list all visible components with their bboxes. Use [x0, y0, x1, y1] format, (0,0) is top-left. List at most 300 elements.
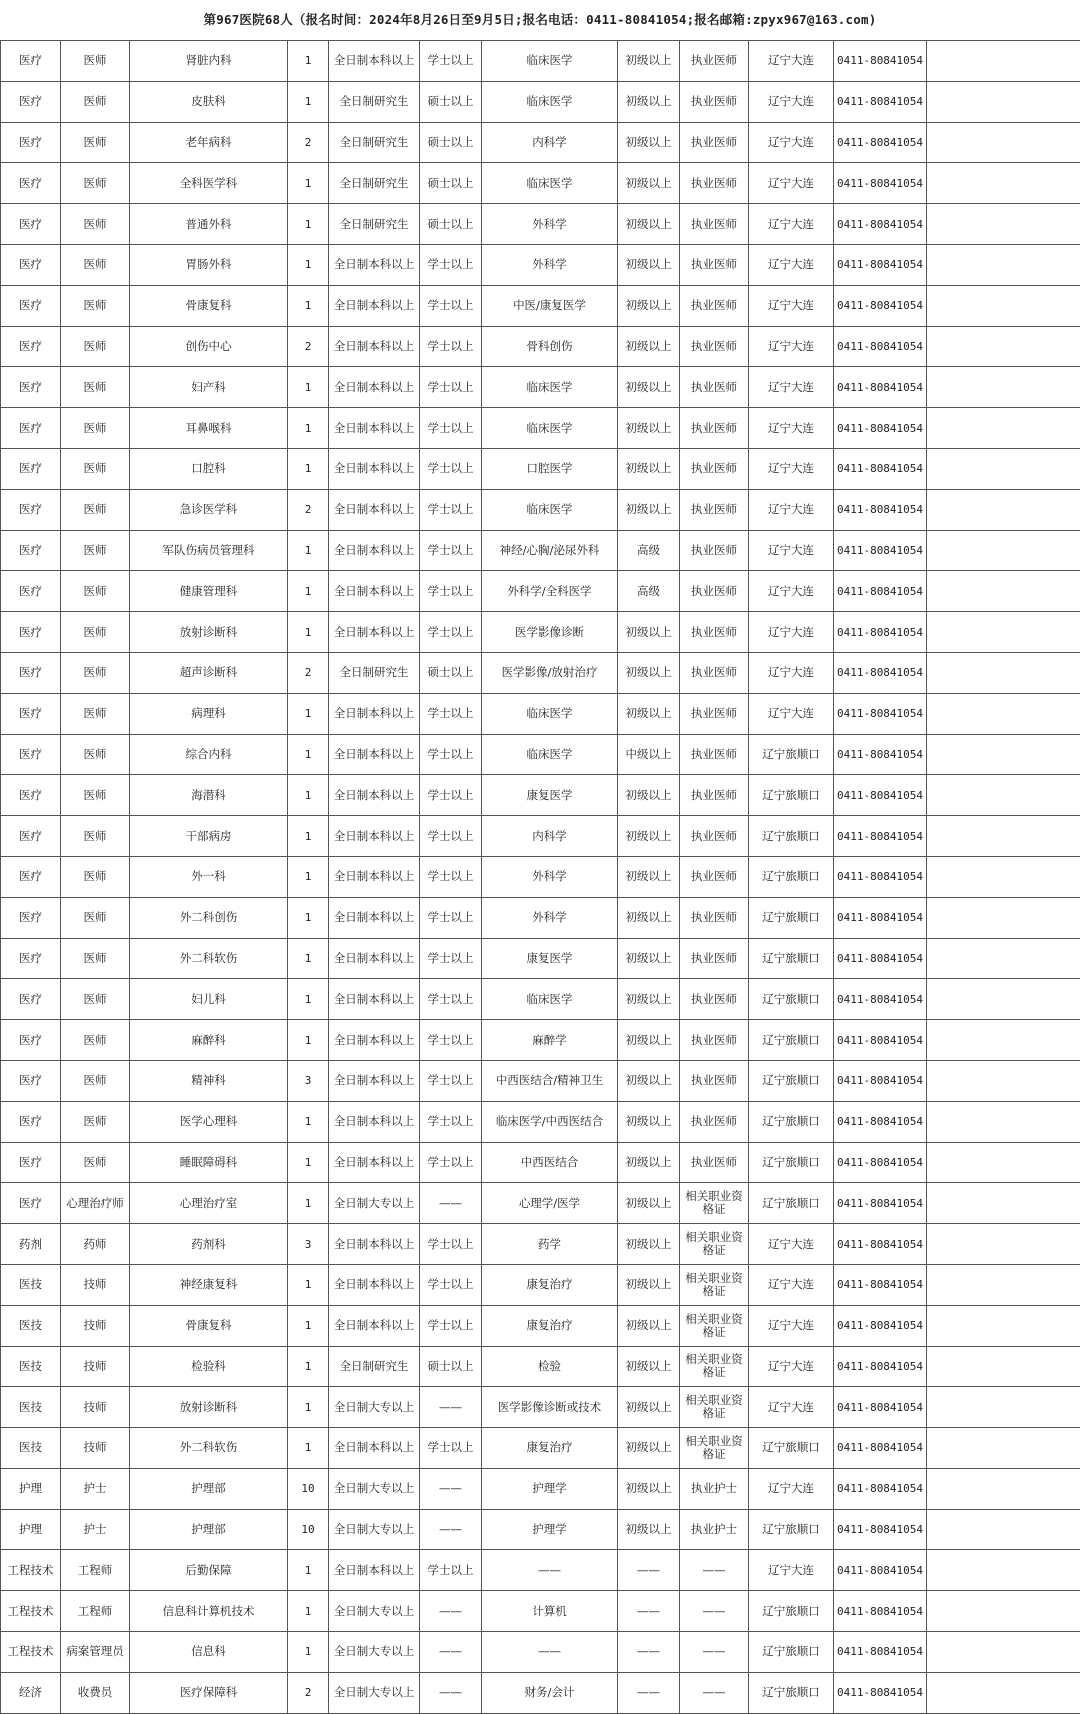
cell-degree: 学士以上	[420, 367, 482, 408]
cell-department: 军队伤病员管理科	[130, 530, 288, 571]
cell-phone: 0411-80841054	[834, 856, 927, 897]
table-row	[1, 612, 1080, 653]
cell-position: 收费员	[61, 1672, 130, 1713]
cell-department: 外一科	[130, 856, 288, 897]
cell-count: 1	[288, 734, 329, 775]
cell-empty	[927, 1060, 1080, 1101]
cell-position: 医师	[61, 979, 130, 1020]
cell-position: 医师	[61, 81, 130, 122]
table-row	[1, 979, 1080, 1020]
cell-department: 骨康复科	[130, 1305, 288, 1346]
cell-position: 医师	[61, 163, 130, 204]
table-row	[1, 1632, 1080, 1673]
cell-empty	[927, 1264, 1080, 1305]
table-row	[1, 652, 1080, 693]
cell-title-level: 初级以上	[618, 1509, 680, 1550]
table-row	[1, 1672, 1080, 1713]
cell-phone: 0411-80841054	[834, 408, 927, 449]
cell-qualification: 相关职业资格证	[680, 1224, 749, 1265]
cell-empty	[927, 1305, 1080, 1346]
cell-category: 医疗	[1, 81, 61, 122]
cell-title-level: 初级以上	[618, 204, 680, 245]
cell-count: 1	[288, 1183, 329, 1224]
cell-empty	[927, 1591, 1080, 1632]
table-row	[1, 285, 1080, 326]
cell-title-level: 初级以上	[618, 81, 680, 122]
cell-degree: 硕士以上	[420, 81, 482, 122]
cell-major: 心理学/医学	[482, 1183, 618, 1224]
cell-empty	[927, 571, 1080, 612]
cell-location: 辽宁大连	[749, 1550, 834, 1591]
cell-empty	[927, 285, 1080, 326]
cell-position: 医师	[61, 408, 130, 449]
cell-count: 1	[288, 163, 329, 204]
cell-empty	[927, 938, 1080, 979]
cell-phone: 0411-80841054	[834, 571, 927, 612]
cell-major: 检验	[482, 1346, 618, 1387]
cell-count: 1	[288, 938, 329, 979]
cell-qualification: 执业医师	[680, 1101, 749, 1142]
table-body	[1, 41, 1080, 1714]
cell-major: 医学影像诊断或技术	[482, 1387, 618, 1428]
cell-education: 全日制本科以上	[329, 1060, 420, 1101]
cell-major: 临床医学	[482, 367, 618, 408]
cell-position: 医师	[61, 693, 130, 734]
cell-category: 医疗	[1, 775, 61, 816]
table-row	[1, 122, 1080, 163]
cell-degree: 学士以上	[420, 489, 482, 530]
cell-education: 全日制本科以上	[329, 1224, 420, 1265]
cell-education: 全日制研究生	[329, 122, 420, 163]
cell-category: 医疗	[1, 897, 61, 938]
cell-qualification: 执业医师	[680, 612, 749, 653]
cell-count: 10	[288, 1509, 329, 1550]
table-row	[1, 1305, 1080, 1346]
cell-department: 睡眠障碍科	[130, 1142, 288, 1183]
cell-degree: 学士以上	[420, 41, 482, 82]
cell-location: 辽宁旅顺口	[749, 1142, 834, 1183]
cell-qualification: 执业医师	[680, 489, 749, 530]
cell-degree: 学士以上	[420, 693, 482, 734]
cell-qualification: 执业医师	[680, 367, 749, 408]
cell-phone: 0411-80841054	[834, 1591, 927, 1632]
cell-department: 医学心理科	[130, 1101, 288, 1142]
cell-degree: 学士以上	[420, 244, 482, 285]
cell-phone: 0411-80841054	[834, 489, 927, 530]
cell-department: 创伤中心	[130, 326, 288, 367]
cell-location: 辽宁旅顺口	[749, 816, 834, 857]
cell-education: 全日制本科以上	[329, 775, 420, 816]
cell-education: 全日制本科以上	[329, 408, 420, 449]
cell-count: 1	[288, 1264, 329, 1305]
cell-major: 护理学	[482, 1509, 618, 1550]
cell-title-level: ——	[618, 1672, 680, 1713]
cell-major: 临床医学	[482, 41, 618, 82]
cell-title-level: 初级以上	[618, 244, 680, 285]
cell-count: 2	[288, 652, 329, 693]
cell-major: 中西医结合	[482, 1142, 618, 1183]
cell-location: 辽宁旅顺口	[749, 1060, 834, 1101]
cell-qualification: ——	[680, 1672, 749, 1713]
cell-major: 临床医学	[482, 693, 618, 734]
cell-category: 医技	[1, 1428, 61, 1469]
cell-qualification: 执业医师	[680, 979, 749, 1020]
cell-position: 医师	[61, 775, 130, 816]
cell-education: 全日制本科以上	[329, 734, 420, 775]
cell-degree: 学士以上	[420, 1101, 482, 1142]
table-row	[1, 816, 1080, 857]
cell-phone: 0411-80841054	[834, 1672, 927, 1713]
cell-position: 技师	[61, 1264, 130, 1305]
cell-empty	[927, 530, 1080, 571]
cell-empty	[927, 693, 1080, 734]
cell-degree: 学士以上	[420, 285, 482, 326]
cell-title-level: ——	[618, 1632, 680, 1673]
cell-major: 麻醉学	[482, 1020, 618, 1061]
cell-location: 辽宁大连	[749, 204, 834, 245]
cell-major: 临床医学	[482, 408, 618, 449]
cell-count: 1	[288, 897, 329, 938]
cell-degree: ——	[420, 1591, 482, 1632]
cell-count: 1	[288, 612, 329, 653]
cell-category: 工程技术	[1, 1591, 61, 1632]
cell-education: 全日制本科以上	[329, 1101, 420, 1142]
cell-degree: 学士以上	[420, 1224, 482, 1265]
cell-major: 外科学	[482, 856, 618, 897]
cell-phone: 0411-80841054	[834, 734, 927, 775]
cell-qualification: 相关职业资格证	[680, 1183, 749, 1224]
table-row	[1, 244, 1080, 285]
cell-major: 临床医学	[482, 489, 618, 530]
cell-department: 胃肠外科	[130, 244, 288, 285]
cell-major: 内科学	[482, 122, 618, 163]
cell-location: 辽宁大连	[749, 1468, 834, 1509]
cell-empty	[927, 367, 1080, 408]
cell-title-level: 初级以上	[618, 1387, 680, 1428]
cell-empty	[927, 652, 1080, 693]
table-row	[1, 1224, 1080, 1265]
cell-major: 康复治疗	[482, 1264, 618, 1305]
cell-major: 临床医学	[482, 163, 618, 204]
cell-location: 辽宁旅顺口	[749, 1509, 834, 1550]
cell-empty	[927, 816, 1080, 857]
cell-empty	[927, 1672, 1080, 1713]
table-row	[1, 1020, 1080, 1061]
cell-category: 医技	[1, 1264, 61, 1305]
cell-location: 辽宁大连	[749, 1387, 834, 1428]
cell-phone: 0411-80841054	[834, 897, 927, 938]
cell-degree: 学士以上	[420, 938, 482, 979]
cell-title-level: 初级以上	[618, 1305, 680, 1346]
cell-degree: 硕士以上	[420, 1346, 482, 1387]
cell-category: 工程技术	[1, 1550, 61, 1591]
cell-degree: 学士以上	[420, 1060, 482, 1101]
cell-count: 2	[288, 326, 329, 367]
cell-qualification: 执业护士	[680, 1468, 749, 1509]
cell-department: 医疗保障科	[130, 1672, 288, 1713]
cell-count: 1	[288, 1550, 329, 1591]
cell-position: 病案管理员	[61, 1632, 130, 1673]
cell-education: 全日制本科以上	[329, 938, 420, 979]
cell-education: 全日制研究生	[329, 652, 420, 693]
cell-department: 精神科	[130, 1060, 288, 1101]
cell-empty	[927, 326, 1080, 367]
cell-location: 辽宁旅顺口	[749, 775, 834, 816]
cell-count: 1	[288, 285, 329, 326]
cell-qualification: 执业医师	[680, 408, 749, 449]
cell-qualification: 执业护士	[680, 1509, 749, 1550]
cell-education: 全日制本科以上	[329, 326, 420, 367]
table-row	[1, 448, 1080, 489]
cell-phone: 0411-80841054	[834, 1346, 927, 1387]
cell-qualification: 相关职业资格证	[680, 1387, 749, 1428]
cell-education: 全日制本科以上	[329, 41, 420, 82]
cell-empty	[927, 1428, 1080, 1469]
cell-count: 1	[288, 448, 329, 489]
cell-education: 全日制本科以上	[329, 489, 420, 530]
cell-empty	[927, 489, 1080, 530]
cell-title-level: 初级以上	[618, 938, 680, 979]
table-row	[1, 1591, 1080, 1632]
cell-phone: 0411-80841054	[834, 1224, 927, 1265]
cell-phone: 0411-80841054	[834, 775, 927, 816]
cell-count: 1	[288, 979, 329, 1020]
cell-title-level: 初级以上	[618, 367, 680, 408]
cell-education: 全日制本科以上	[329, 612, 420, 653]
cell-degree: 学士以上	[420, 571, 482, 612]
cell-title-level: 初级以上	[618, 1264, 680, 1305]
cell-phone: 0411-80841054	[834, 1101, 927, 1142]
cell-qualification: 执业医师	[680, 81, 749, 122]
cell-degree: 学士以上	[420, 856, 482, 897]
cell-location: 辽宁大连	[749, 693, 834, 734]
table-row	[1, 938, 1080, 979]
cell-count: 1	[288, 408, 329, 449]
cell-phone: 0411-80841054	[834, 448, 927, 489]
cell-phone: 0411-80841054	[834, 204, 927, 245]
cell-category: 医疗	[1, 1060, 61, 1101]
cell-empty	[927, 1387, 1080, 1428]
cell-qualification: ——	[680, 1550, 749, 1591]
cell-degree: ——	[420, 1183, 482, 1224]
cell-count: 2	[288, 122, 329, 163]
cell-education: 全日制研究生	[329, 163, 420, 204]
cell-position: 药师	[61, 1224, 130, 1265]
cell-major: 药学	[482, 1224, 618, 1265]
cell-location: 辽宁大连	[749, 244, 834, 285]
cell-category: 医疗	[1, 122, 61, 163]
cell-education: 全日制大专以上	[329, 1509, 420, 1550]
cell-location: 辽宁旅顺口	[749, 1632, 834, 1673]
cell-education: 全日制本科以上	[329, 530, 420, 571]
cell-education: 全日制大专以上	[329, 1468, 420, 1509]
cell-major: 外科学	[482, 897, 618, 938]
cell-title-level: 初级以上	[618, 816, 680, 857]
cell-category: 医疗	[1, 1183, 61, 1224]
cell-major: 神经/心胸/泌尿外科	[482, 530, 618, 571]
cell-empty	[927, 41, 1080, 82]
cell-phone: 0411-80841054	[834, 1183, 927, 1224]
cell-degree: 硕士以上	[420, 163, 482, 204]
cell-department: 外二科创伤	[130, 897, 288, 938]
cell-category: 医疗	[1, 856, 61, 897]
cell-phone: 0411-80841054	[834, 1020, 927, 1061]
cell-education: 全日制本科以上	[329, 897, 420, 938]
cell-title-level: 初级以上	[618, 856, 680, 897]
cell-education: 全日制研究生	[329, 204, 420, 245]
cell-education: 全日制本科以上	[329, 367, 420, 408]
cell-count: 1	[288, 816, 329, 857]
cell-location: 辽宁大连	[749, 41, 834, 82]
cell-degree: ——	[420, 1468, 482, 1509]
cell-department: 干部病房	[130, 816, 288, 857]
cell-location: 辽宁旅顺口	[749, 979, 834, 1020]
cell-education: 全日制本科以上	[329, 448, 420, 489]
cell-department: 骨康复科	[130, 285, 288, 326]
cell-qualification: 相关职业资格证	[680, 1305, 749, 1346]
cell-qualification: ——	[680, 1591, 749, 1632]
cell-department: 外二科软伤	[130, 1428, 288, 1469]
cell-phone: 0411-80841054	[834, 244, 927, 285]
cell-department: 健康管理科	[130, 571, 288, 612]
cell-qualification: 执业医师	[680, 204, 749, 245]
cell-education: 全日制本科以上	[329, 244, 420, 285]
cell-count: 10	[288, 1468, 329, 1509]
cell-category: 经济	[1, 1672, 61, 1713]
cell-phone: 0411-80841054	[834, 163, 927, 204]
cell-department: 皮肤科	[130, 81, 288, 122]
cell-position: 医师	[61, 1060, 130, 1101]
cell-category: 医疗	[1, 1101, 61, 1142]
table-row	[1, 1060, 1080, 1101]
cell-department: 放射诊断科	[130, 1387, 288, 1428]
cell-phone: 0411-80841054	[834, 979, 927, 1020]
cell-qualification: 执业医师	[680, 244, 749, 285]
cell-education: 全日制本科以上	[329, 693, 420, 734]
cell-department: 口腔科	[130, 448, 288, 489]
cell-phone: 0411-80841054	[834, 652, 927, 693]
cell-category: 医疗	[1, 408, 61, 449]
cell-category: 医技	[1, 1305, 61, 1346]
cell-empty	[927, 734, 1080, 775]
cell-title-level: 初级以上	[618, 612, 680, 653]
cell-education: 全日制本科以上	[329, 1020, 420, 1061]
cell-title-level: 初级以上	[618, 1183, 680, 1224]
cell-degree: ——	[420, 1632, 482, 1673]
cell-count: 1	[288, 1428, 329, 1469]
cell-major: 中西医结合/精神卫生	[482, 1060, 618, 1101]
cell-position: 医师	[61, 448, 130, 489]
cell-position: 医师	[61, 856, 130, 897]
cell-title-level: 初级以上	[618, 897, 680, 938]
table-row	[1, 408, 1080, 449]
cell-degree: 硕士以上	[420, 204, 482, 245]
cell-department: 妇儿科	[130, 979, 288, 1020]
cell-qualification: 执业医师	[680, 775, 749, 816]
cell-phone: 0411-80841054	[834, 1060, 927, 1101]
cell-count: 1	[288, 530, 329, 571]
cell-phone: 0411-80841054	[834, 612, 927, 653]
cell-category: 医疗	[1, 448, 61, 489]
cell-degree: 硕士以上	[420, 122, 482, 163]
cell-department: 护理部	[130, 1509, 288, 1550]
table-row	[1, 897, 1080, 938]
cell-phone: 0411-80841054	[834, 1550, 927, 1591]
cell-count: 1	[288, 1142, 329, 1183]
cell-position: 医师	[61, 734, 130, 775]
cell-location: 辽宁大连	[749, 81, 834, 122]
cell-degree: 学士以上	[420, 1305, 482, 1346]
cell-position: 医师	[61, 326, 130, 367]
cell-title-level: 初级以上	[618, 326, 680, 367]
cell-department: 药剂科	[130, 1224, 288, 1265]
table-row	[1, 1509, 1080, 1550]
cell-count: 1	[288, 571, 329, 612]
cell-location: 辽宁大连	[749, 448, 834, 489]
cell-education: 全日制本科以上	[329, 1428, 420, 1469]
cell-department: 综合内科	[130, 734, 288, 775]
cell-qualification: 执业医师	[680, 897, 749, 938]
cell-degree: 硕士以上	[420, 652, 482, 693]
cell-count: 1	[288, 693, 329, 734]
cell-position: 医师	[61, 204, 130, 245]
cell-category: 医疗	[1, 938, 61, 979]
cell-category: 医疗	[1, 693, 61, 734]
cell-position: 医师	[61, 652, 130, 693]
cell-category: 医疗	[1, 285, 61, 326]
cell-major: 康复医学	[482, 775, 618, 816]
cell-major: ——	[482, 1632, 618, 1673]
cell-location: 辽宁旅顺口	[749, 1020, 834, 1061]
cell-position: 工程师	[61, 1550, 130, 1591]
cell-position: 护士	[61, 1468, 130, 1509]
cell-empty	[927, 244, 1080, 285]
cell-education: 全日制大专以上	[329, 1591, 420, 1632]
cell-qualification: 执业医师	[680, 163, 749, 204]
cell-qualification: 执业医师	[680, 938, 749, 979]
cell-category: 医疗	[1, 163, 61, 204]
cell-phone: 0411-80841054	[834, 816, 927, 857]
cell-position: 医师	[61, 41, 130, 82]
cell-category: 医疗	[1, 367, 61, 408]
cell-degree: 学士以上	[420, 612, 482, 653]
cell-empty	[927, 1468, 1080, 1509]
cell-department: 护理部	[130, 1468, 288, 1509]
cell-count: 1	[288, 856, 329, 897]
table-row	[1, 1142, 1080, 1183]
cell-position: 医师	[61, 1101, 130, 1142]
cell-phone: 0411-80841054	[834, 693, 927, 734]
cell-title-level: 初级以上	[618, 1101, 680, 1142]
cell-category: 医疗	[1, 41, 61, 82]
cell-qualification: 执业医师	[680, 1020, 749, 1061]
cell-category: 医疗	[1, 612, 61, 653]
table-row	[1, 489, 1080, 530]
cell-category: 医疗	[1, 571, 61, 612]
cell-empty	[927, 1183, 1080, 1224]
cell-empty	[927, 775, 1080, 816]
cell-empty	[927, 1632, 1080, 1673]
cell-count: 2	[288, 1672, 329, 1713]
cell-degree: 学士以上	[420, 448, 482, 489]
cell-title-level: 初级以上	[618, 1224, 680, 1265]
cell-major: 临床医学	[482, 979, 618, 1020]
cell-position: 医师	[61, 816, 130, 857]
cell-empty	[927, 1550, 1080, 1591]
cell-qualification: 执业医师	[680, 652, 749, 693]
cell-degree: 学士以上	[420, 979, 482, 1020]
cell-location: 辽宁旅顺口	[749, 1101, 834, 1142]
